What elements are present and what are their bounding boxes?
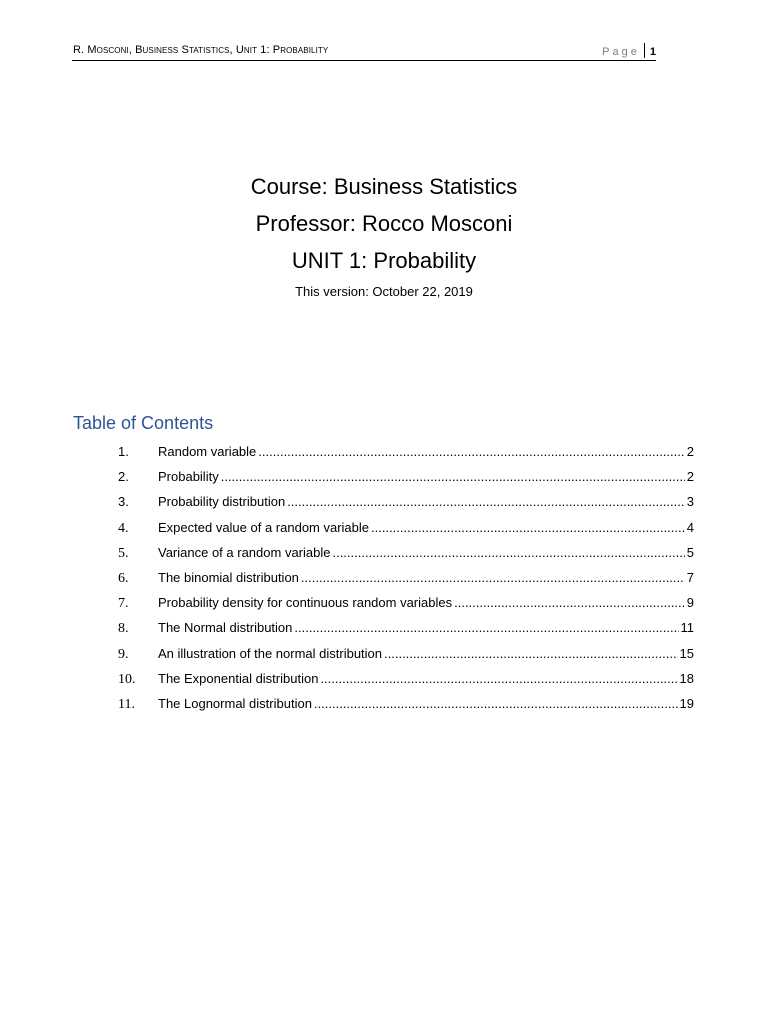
toc-leader [258, 444, 684, 459]
toc-page[interactable]: 7 [686, 569, 694, 585]
toc-page[interactable]: 18 [679, 670, 694, 686]
toc-entry[interactable] [118, 444, 694, 469]
running-header [72, 42, 656, 61]
professor-name: Professor: Rocco Mosconi [255, 211, 513, 236]
toc-number: 7. [118, 596, 129, 612]
page-label: Page [602, 46, 640, 58]
unit-title: UNIT 1: Probability [291, 248, 477, 273]
toc-page[interactable]: 9 [686, 595, 694, 611]
page-number: 1 [649, 46, 656, 58]
toc-page[interactable]: 11 [680, 620, 694, 636]
toc-page[interactable]: 2 [686, 469, 694, 485]
toc-leader [301, 570, 685, 585]
toc-leader [294, 620, 678, 635]
toc-number: 11. [118, 696, 135, 712]
toc-page[interactable]: 2 [686, 444, 694, 459]
toc-heading: Table of Contents [73, 413, 214, 433]
toc-page[interactable]: 19 [679, 695, 694, 711]
toc-number: 10. [118, 671, 136, 687]
toc-title[interactable]: The Normal distribution [158, 620, 293, 636]
toc-leader [454, 595, 685, 610]
toc-leader [371, 520, 685, 535]
toc-entry[interactable] [118, 469, 694, 494]
page-separator [644, 43, 645, 58]
toc-number: 2. [118, 469, 129, 485]
toc-title[interactable]: The binomial distribution [158, 569, 299, 585]
toc-entry[interactable] [118, 520, 694, 545]
toc-leader [320, 671, 677, 686]
toc-entry[interactable] [118, 570, 694, 595]
toc-entry[interactable] [118, 696, 694, 721]
toc-title[interactable]: Random variable [158, 444, 257, 459]
toc-number: 9. [118, 646, 129, 662]
toc-title[interactable]: Probability density for continuous random variables [158, 595, 453, 611]
toc-number: 4. [118, 520, 129, 536]
toc-entry[interactable] [118, 494, 694, 519]
table-of-contents [118, 444, 694, 721]
version-date: This version: October 22, 2019 [295, 284, 473, 299]
course-title: Course: Business Statistics [250, 174, 518, 199]
toc-entry[interactable] [118, 671, 694, 696]
toc-leader [287, 494, 685, 509]
toc-number: 1. [118, 444, 129, 459]
toc-title[interactable]: Variance of a random variable [158, 544, 331, 560]
toc-title[interactable]: The Exponential distribution [158, 670, 319, 686]
toc-title[interactable]: Probability distribution [158, 494, 286, 510]
page-indicator [602, 43, 656, 58]
toc-leader [221, 469, 685, 484]
toc-entry[interactable] [118, 646, 694, 671]
toc-number: 6. [118, 570, 129, 586]
toc-page[interactable]: 3 [686, 494, 694, 510]
toc-number: 3. [118, 494, 129, 510]
toc-entry[interactable] [118, 545, 694, 570]
toc-number: 8. [118, 621, 129, 637]
title-block [0, 168, 768, 299]
toc-page[interactable]: 5 [686, 544, 694, 560]
running-title: R. Mosconi, Business Statistics, Unit 1: Probability [73, 44, 329, 56]
toc-leader [314, 696, 678, 711]
toc-title[interactable]: Expected value of a random variable [158, 519, 370, 535]
toc-number: 5. [118, 545, 129, 561]
toc-title[interactable]: An illustration of the normal distribution [158, 645, 383, 661]
toc-entry[interactable] [118, 595, 694, 620]
toc-page[interactable]: 15 [679, 645, 694, 661]
toc-title[interactable]: Probability [158, 469, 219, 485]
toc-leader [332, 545, 684, 560]
toc-entry[interactable] [118, 620, 694, 645]
toc-page[interactable]: 4 [686, 519, 694, 535]
toc-title[interactable]: The Lognormal distribution [158, 695, 312, 711]
toc-leader [384, 646, 678, 661]
